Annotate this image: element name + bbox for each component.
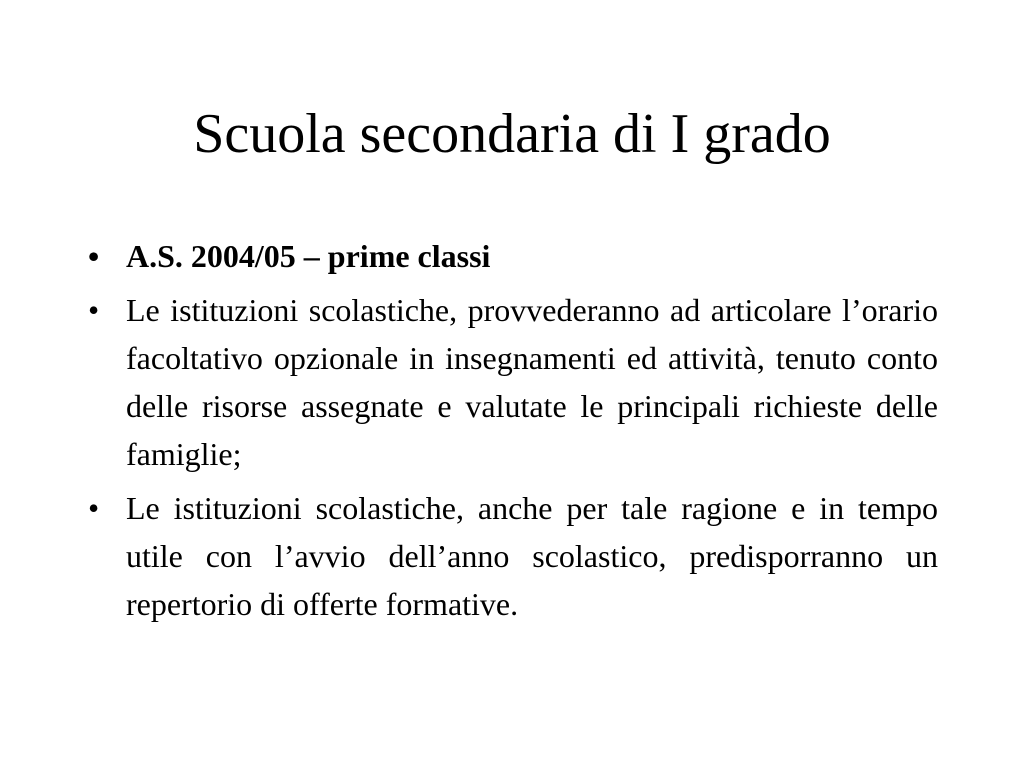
- bullet-text: Le istituzioni scolastiche, provvederanno ad articolare l’orario facoltativo opzionale in insegnamenti ed attività, tenuto conto delle risorse assegnate e valutate le principali richieste delle famiglie;: [126, 292, 938, 472]
- bullet-item-training-offers: [88, 484, 938, 628]
- bullet-text: A.S. 2004/05 – prime classi: [126, 238, 491, 274]
- bullet-dot-icon: •: [88, 238, 100, 274]
- slide-title: Scuola secondaria di I grado: [193, 103, 831, 165]
- bullet-item-optional-hours: [88, 286, 938, 478]
- bullet-item-school-year: [88, 232, 938, 280]
- bullet-dot-icon: •: [88, 292, 100, 328]
- bullet-text: Le istituzioni scolastiche, anche per tale ragione e in tempo utile con l’avvio dell’anno scolastico, predisporranno un repertorio di offerte formative.: [126, 490, 938, 622]
- bullet-dot-icon: •: [88, 490, 100, 526]
- bullet-list: [88, 232, 938, 634]
